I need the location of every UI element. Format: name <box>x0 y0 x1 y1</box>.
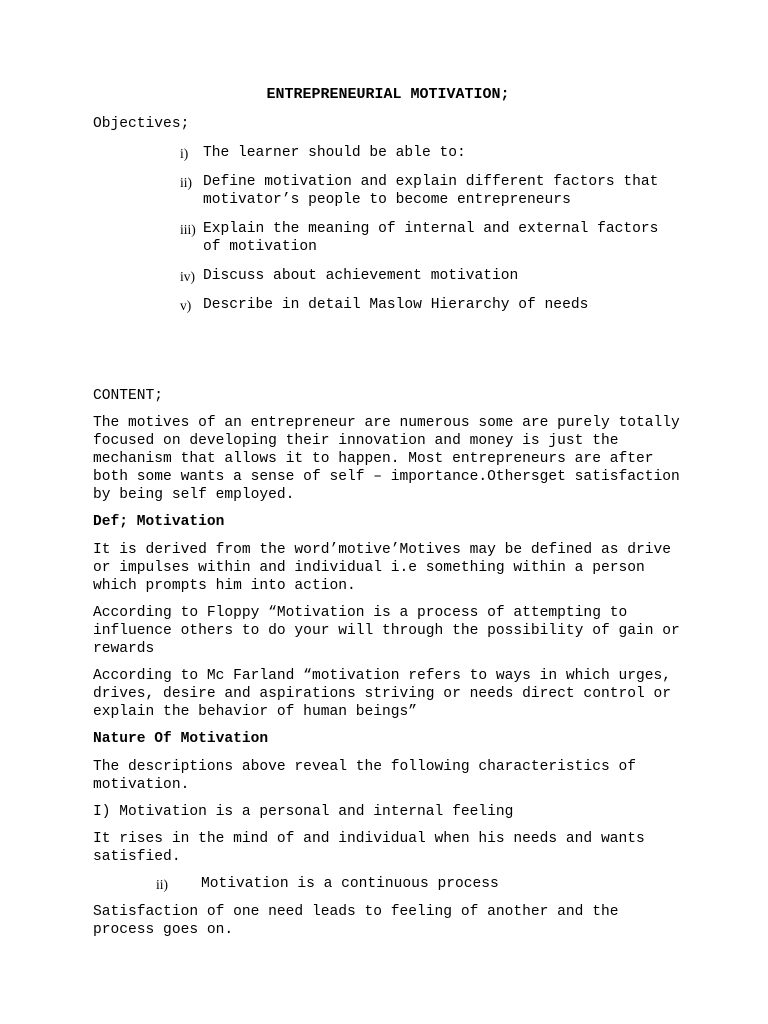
objective-number: ii) <box>180 175 192 190</box>
objective-text: The learner should be able to: <box>203 145 466 161</box>
content-intro-paragraph: The motives of an entrepreneur are numerous some are purely totally focused on developing their innovation and money is just the mechanism that allows it to happen. Most entrepreneurs are after both some wants a sense of self – importance.Othersget satisfaction by being self employed. <box>93 415 680 503</box>
objective-text: Explain the meaning of internal and external factors of motivation <box>203 221 659 255</box>
objective-item <box>93 296 683 314</box>
content-label: CONTENT; <box>93 388 164 404</box>
objective-item <box>93 144 683 162</box>
section-spacer <box>93 325 683 387</box>
objective-number: i) <box>180 146 189 161</box>
page-title: ENTREPRENEURIAL MOTIVATION; <box>266 86 510 103</box>
floppy-quote-paragraph: According to Floppy “Motivation is a process of attempting to influence others to do your will through the possibility of gain or rewards <box>93 605 680 657</box>
objective-item <box>93 173 683 209</box>
objective-text: Describe in detail Maslow Hierarchy of needs <box>203 297 589 313</box>
nature-point-2-text: Satisfaction of one need leads to feeling of another and the process goes on. <box>93 904 619 938</box>
document-page <box>93 86 683 948</box>
nature-heading: Nature Of Motivation <box>93 731 269 747</box>
nature-intro-paragraph: The descriptions above reveal the following characteristics of motivation. <box>93 759 636 793</box>
nature-point-2-title: Motivation is a continuous process <box>201 876 499 892</box>
definition-heading: Def; Motivation <box>93 514 225 530</box>
objectives-label: Objectives; <box>93 116 190 132</box>
objective-number: v) <box>180 298 192 313</box>
objective-number: iv) <box>180 269 195 284</box>
objective-item <box>93 267 683 285</box>
objectives-list <box>93 144 683 314</box>
nature-point-1: I) Motivation is a personal and internal feeling <box>93 804 514 820</box>
nature-point-2 <box>93 875 683 893</box>
objective-text: Discuss about achievement motivation <box>203 268 519 284</box>
definition-paragraph: It is derived from the word’motive’Motives may be defined as drive or impulses within and individual i.e something within a person which prompts him into action. <box>93 542 672 594</box>
objective-item <box>93 220 683 256</box>
nature-point-2-number: ii) <box>156 877 168 892</box>
objective-number: iii) <box>180 222 196 237</box>
objective-text: Define motivation and explain different factors that motivator’s people to become entrepreneurs <box>203 174 659 208</box>
mcfarland-quote-paragraph: According to Mc Farland “motivation refers to ways in which urges, drives, desire and aspirations striving or needs direct control or explain the behavior of human beings” <box>93 668 672 720</box>
nature-point-1-text: It rises in the mind of and individual when his needs and wants satisfied. <box>93 831 645 865</box>
